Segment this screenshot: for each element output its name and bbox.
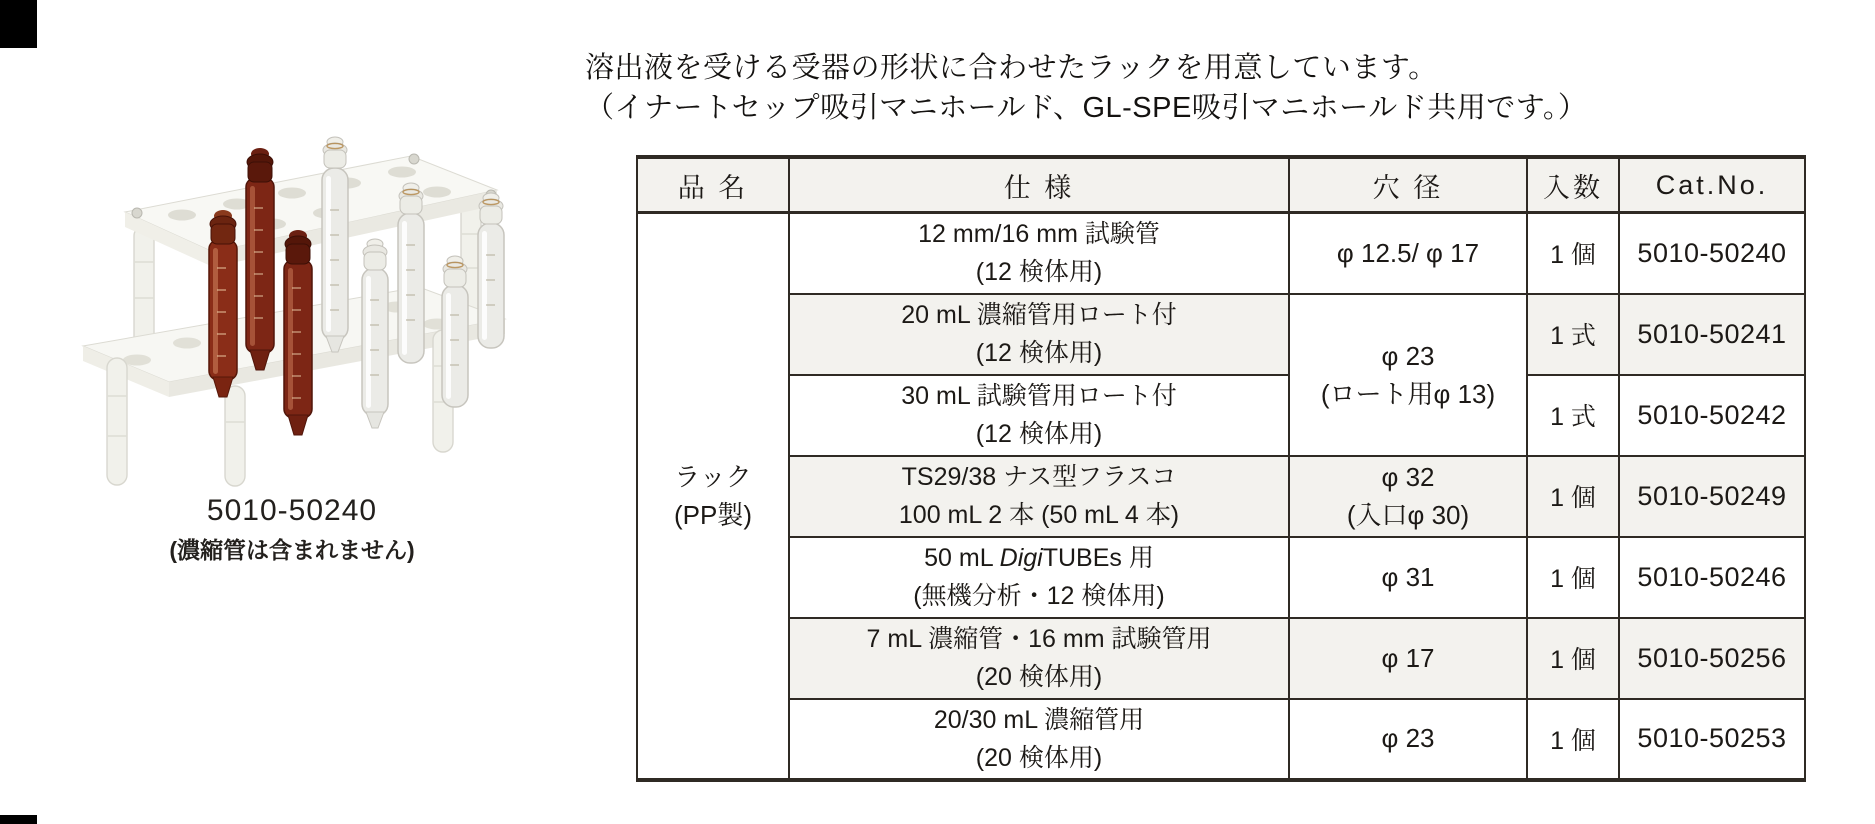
spec-cell: 30 mL 試験管用ロート付 (12 検体用) [789,375,1289,456]
qty-cell: 1 個 [1527,537,1619,618]
spec-cell: 20 mL 濃縮管用ロート付 (12 検体用) [789,294,1289,375]
hole-cell: φ 12.5/ φ 17 [1289,213,1527,294]
hole-cell-merged: φ 23 (ロート用φ 13) [1289,294,1527,456]
qty-cell: 1 個 [1527,213,1619,294]
table-row [637,375,1805,456]
table-row [637,456,1805,537]
product-photo [67,50,517,488]
photo-caption-catno: 5010-50240 [206,494,378,527]
table-row [637,618,1805,699]
rack-spec-table [636,155,1806,782]
qty-cell: 1 式 [1527,375,1619,456]
product-name-cell [637,213,789,780]
catno-cell: 5010-50249 [1619,456,1805,537]
catno-cell: 5010-50253 [1619,699,1805,780]
spec-cell: 7 mL 濃縮管・16 mm 試験管用 (20 検体用) [789,618,1289,699]
col-header-hole: 穴 径 [1289,157,1527,213]
table-row [637,294,1805,375]
col-header-qty: 入数 [1527,157,1619,213]
tube-clear [398,183,424,363]
intro-text [585,48,1587,128]
tube-amber [284,230,312,435]
photo-caption-note: (濃縮管は含まれません) [169,537,415,563]
spec-cell: 20/30 mL 濃縮管用 (20 検体用) [789,699,1289,780]
col-header-name: 品 名 [637,157,789,213]
hole-cell: φ 23 [1289,699,1527,780]
hole-cell: φ 32 (入口φ 30) [1289,456,1527,537]
product-name-line2: (PP製) [673,499,752,530]
hole-cell: φ 31 [1289,537,1527,618]
rack-top-plate [125,154,497,267]
catno-cell: 5010-50256 [1619,618,1805,699]
qty-cell: 1 個 [1527,456,1619,537]
hole-cell: φ 17 [1289,618,1527,699]
photo-caption [62,494,522,565]
spec-cell: TS29/38 ナス型フラスコ 100 mL 2 本 (50 mL 4 本) [789,456,1289,537]
table-row [637,537,1805,618]
catno-cell: 5010-50240 [1619,213,1805,294]
qty-cell: 1 式 [1527,294,1619,375]
catno-cell: 5010-50246 [1619,537,1805,618]
qty-cell: 1 個 [1527,699,1619,780]
table-header-row [637,157,1805,213]
table-row [637,213,1805,294]
col-header-catno: Cat.No. [1619,157,1805,213]
table-row [637,699,1805,780]
catno-cell: 5010-50242 [1619,375,1805,456]
intro-line-2: （イナートセップ吸引マニホールド、GL-SPE吸引マニホールド共用です。） [585,92,1588,124]
qty-cell: 1 個 [1527,618,1619,699]
page-corner-mark-top [0,0,37,48]
product-photo-figure [62,50,522,565]
tube-amber [246,148,274,370]
digitubes-italic: Digi [999,544,1043,572]
intro-line-1: 溶出液を受ける受器の形状に合わせたラックを用意しています。 [585,52,1438,84]
col-header-spec: 仕 様 [789,157,1289,213]
tube-amber [209,210,237,397]
catno-cell: 5010-50241 [1619,294,1805,375]
spec-cell: 12 mm/16 mm 試験管 (12 検体用) [789,213,1289,294]
tube-clear [442,256,468,407]
page-corner-mark-bottom [0,815,37,824]
product-name-line1: ラック [674,461,752,492]
tube-clear [478,193,504,348]
tube-clear [362,239,388,428]
spec-cell: 50 mL DigiTUBEs 用 (無機分析・12 検体用) [789,537,1289,618]
